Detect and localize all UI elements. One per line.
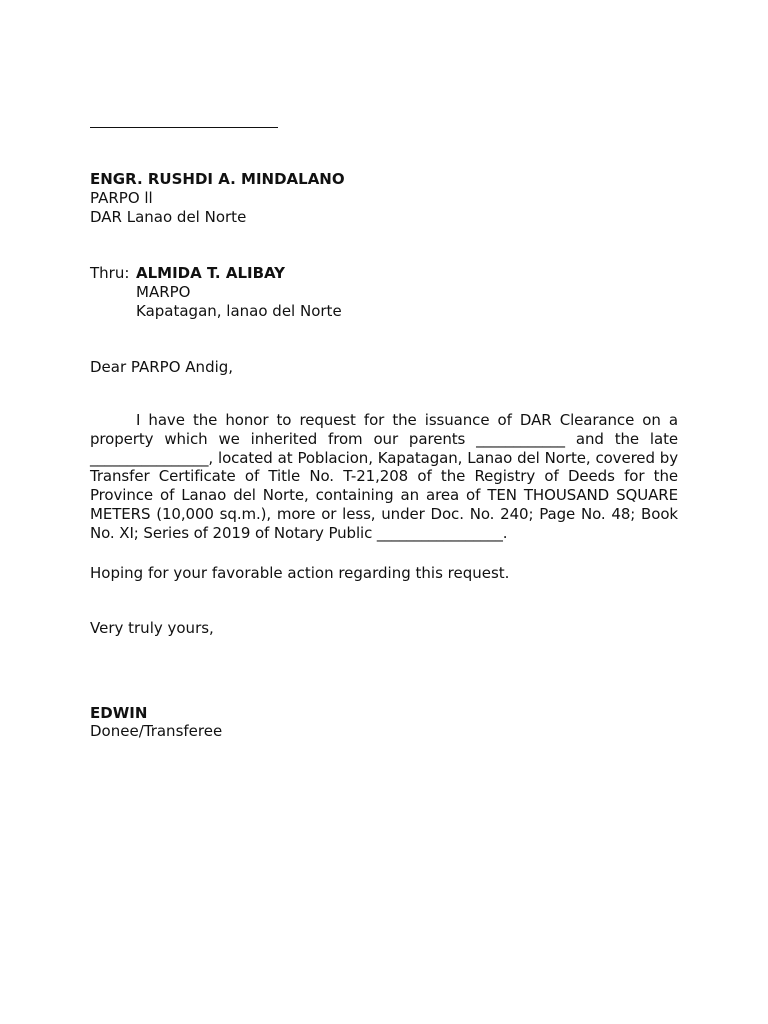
closing-line: Hoping for your favorable action regarding this request. — [90, 564, 510, 582]
recipient-title: PARPO ll — [90, 189, 153, 207]
salutation: Dear PARPO Andig, — [90, 358, 234, 376]
thru-block — [136, 264, 342, 321]
signatory-role: Donee/Transferee — [90, 722, 223, 740]
recipient-office: DAR Lanao del Norte — [90, 208, 247, 226]
thru-title: MARPO — [136, 283, 191, 301]
thru-name: ALMIDA T. ALIBAY — [136, 264, 286, 282]
thru-label: Thru: — [90, 264, 130, 282]
signatory-name: EDWIN — [90, 704, 148, 722]
body-paragraph: I have the honor to request for the issuance of DAR Clearance on a property which we inherited from our parents ____________ and the late ________________, located at Poblacion, Kapatagan, Lanao del Norte, covered by Transfer Certificate of Title No. T-21,208 of the Registry of Deeds for the Province of Lanao del Norte, containing an area of TEN THOUSAND SQUARE METERS (10,000 sq.m.), more or less, under Doc. No. 240; Page No. 48; Book No. XI; Series of 2019 of Notary Public _________________. — [90, 411, 678, 542]
complimentary-close: Very truly yours, — [90, 619, 214, 637]
date-blank-line — [90, 127, 278, 128]
recipient-name: ENGR. RUSHDI A. MINDALANO — [90, 170, 345, 188]
thru-address: Kapatagan, lanao del Norte — [136, 302, 342, 320]
